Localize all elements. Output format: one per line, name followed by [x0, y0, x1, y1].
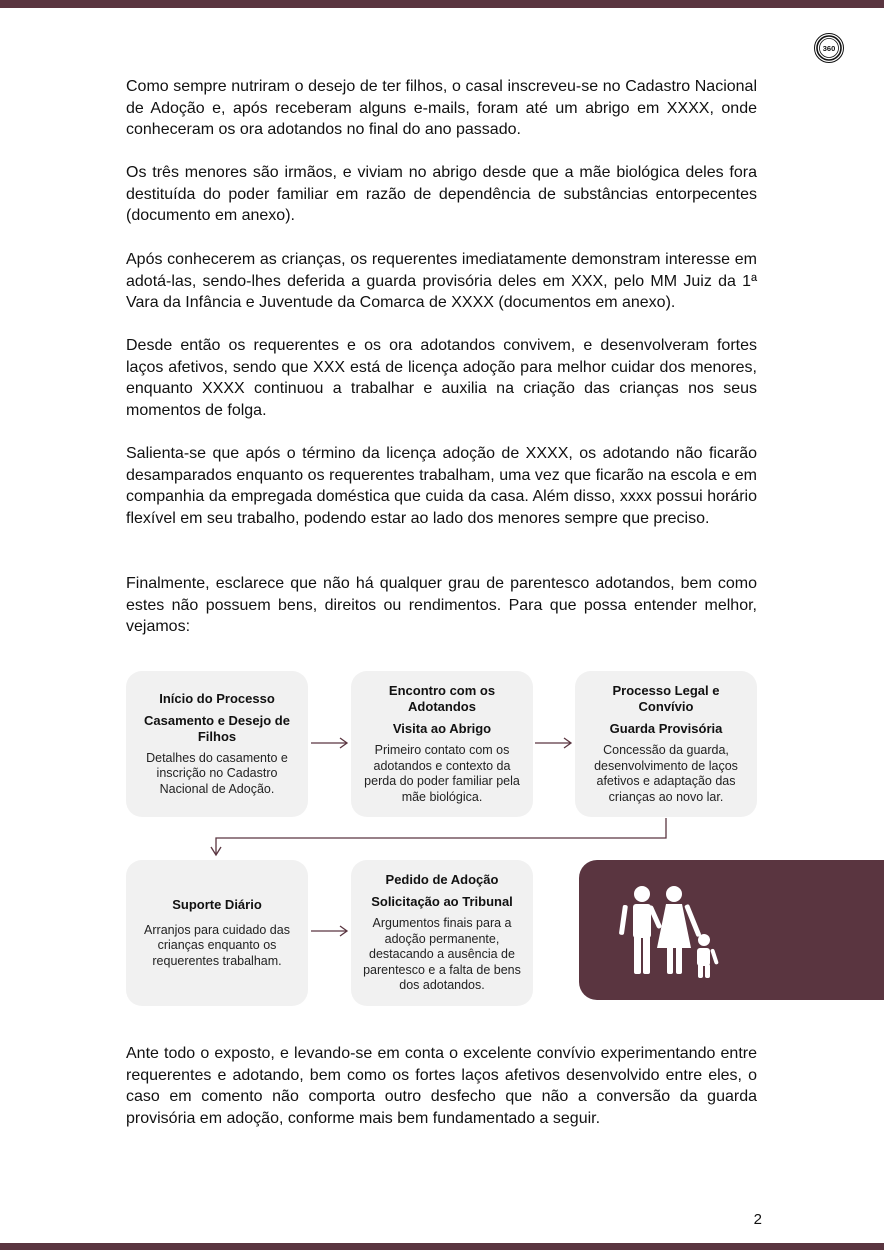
flow-step-title: Pedido de Adoção	[385, 872, 499, 888]
flow-step-description: Primeiro contato com os adotandos e contexto da perda do poder familiar pela mãe biológica.	[364, 743, 520, 804]
flow-step-description: Argumentos finais para a adoção permanente, destacando a ausência de parentesco e a falta de bens dos adotandos.	[363, 916, 521, 993]
paragraph-5: Salienta-se que após o término da licença adoção de XXXX, os adotando não ficarão desamparados enquanto os requerentes trabalham, uma vez que ficarão na escola e em companhia da empregada doméstica que cuida da casa. Além disso, xxxx possui horário flexível em seu trabalho, podendo estar ao lado dos menores sempre que preciso.	[126, 445, 757, 527]
flow-step-description: Concessão da guarda, desenvolvimento de laços afetivos e adaptação das crianças ao novo lar.	[594, 743, 738, 804]
flow-step-subtitle: Casamento e Desejo de Filhos	[144, 712, 290, 744]
flow-step-title: Processo Legal e Convívio	[612, 683, 720, 714]
paragraph-4: Desde então os requerentes e os ora adotandos convivem, e desenvolveram fortes laços afetivos, sendo que XXX está de licença adoção para melhor cuidar dos menores, enquanto XXXX continuou a trabalhar e auxilia na criação das crianças nos seus momentos de folga.	[126, 337, 757, 419]
paragraph-6: Finalmente, esclarece que não há qualquer grau de parentesco adotandos, bem como estes não possuem bens, direitos ou rendimentos. Para que possa entender melhor, vejamos:	[126, 575, 757, 635]
paragraph-1: Como sempre nutriram o desejo de ter filhos, o casal inscreveu-se no Cadastro Nacional de Adoção e, após receberam alguns e-mails, foram até um abrigo em XXXX, onde conheceram os ora adotandos no final do ano passado.	[126, 78, 757, 138]
paragraph-7: Ante todo o exposto, e levando-se em conta o excelente convívio experimentando entre requerentes e adotando, bem como os fortes laços afetivos desenvolvido entre eles, o caso em comento não comporta outro desfecho que não a conversão da guarda provisória em adoção, conforme mais bem fundamentado a seguir.	[126, 1045, 757, 1127]
flow-step-title: Encontro com os Adotandos	[388, 683, 496, 714]
logo-text: 360	[822, 44, 836, 53]
flow-step-subtitle: Visita ao Abrigo	[392, 721, 492, 736]
paragraph-3: Após conhecerem as crianças, os requerentes imediatamente demonstram interesse em adotá-las, sendo-lhes deferida a guarda provisória deles em XXX, pelo MM Juiz da 1ª Vara da Infância e Juventude da Comarca de XXXX (documentos em anexo).	[126, 251, 757, 311]
page-number: 2	[753, 1211, 762, 1228]
flow-step-description: Detalhes do casamento e inscrição no Cadastro Nacional de Adoção.	[146, 750, 288, 796]
flow-step-subtitle: Solicitação ao Tribunal	[371, 894, 513, 910]
flow-step-title: Suporte Diário	[172, 896, 262, 912]
flow-step-subtitle: Guarda Provisória	[609, 721, 723, 736]
bottom-accent-bar	[0, 1243, 884, 1250]
arrow-step3-to-step4	[216, 818, 666, 854]
paragraph-2: Os três menores são irmãos, e viviam no abrigo desde que a mãe biológica deles fora destituída do poder familiar em razão de dependência de substâncias entorpecentes (documento em anexo).	[126, 164, 757, 224]
flow-step-description: Arranjos para cuidado das crianças enquanto os requerentes trabalham.	[144, 922, 290, 968]
flow-step-title: Início do Processo	[159, 690, 275, 706]
